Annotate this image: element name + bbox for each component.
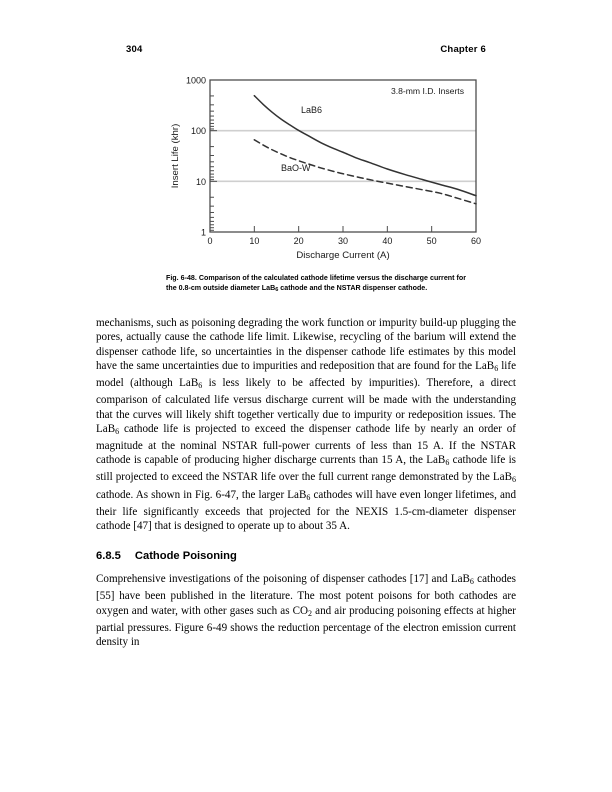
y-tick-1: 1 <box>200 227 206 238</box>
figure-caption <box>166 274 466 295</box>
chapter-label: Chapter 6 <box>440 44 486 55</box>
series-label-bao-w: BaO-W <box>281 163 311 173</box>
y-tick-1000: 1000 <box>185 75 206 86</box>
x-tick-50: 50 <box>426 236 437 246</box>
section-number: 6.8.5 <box>96 550 121 563</box>
y-tick-10: 10 <box>195 176 206 187</box>
plot-area <box>210 80 476 232</box>
x-tick-30: 30 <box>337 236 349 246</box>
page-running-head <box>126 44 486 55</box>
x-tick-10: 10 <box>249 236 260 246</box>
body-paragraph-1: mechanisms, such as poisoning degrading the work function or impurity build-up plugging the pores, actually cause the cathode life limit. Likewise, recycling of the barium will extend the dispenser cathode life, so uncertainties in the dispenser cathode life estimates by this model have the same uncertainties due to impurities and redeposition that are found for the LaB$_6$ life model (although LaB$_6$ is less likely to be affected by impurities). Therefore, a direct comparison of calculated life versus discharge current will be made with the understanding that the curves will likely shift together vertically due to impurity or redeposition issues. The LaB$_6$ cathode life is projected to exceed the dispenser cathode life by nearly an order of magnitude at the nominal NSTAR full-power currents of less than 15 A. If the NSTAR cathode is capable of producing higher discharge currents than 15 A, the LaB$_6$ cathode life is still projected to exceed the NSTAR life over the full current range demonstrated by the LaB$_6$ cathode. As shown in Fig. 6-47, the larger LaB$_6$ cathodes will have even longer lifetimes, and their life significantly exceeds that projected for the NEXIS 1.5-cm-diameter dispenser cathode [47] that is designed to operate up to about 35 A. <box>96 317 516 532</box>
y-axis-title: Insert Life (khr) <box>170 123 181 189</box>
x-tick-labels <box>207 236 481 246</box>
y-tick-labels <box>186 76 206 238</box>
series-label-lab6: LaB6 <box>301 105 323 115</box>
figure-caption-text: Fig. 6-48. Comparison of the calculated cathode lifetime versus the discharge current for the 0.8-cm outside diameter LaB$_6$ cathode and the NSTAR dispenser cathode. <box>166 274 466 293</box>
x-tick-20: 20 <box>293 236 304 246</box>
section-title: Cathode Poisoning <box>134 550 237 563</box>
x-tick-40: 40 <box>382 236 393 246</box>
x-axis-title: Discharge Current (A) <box>296 250 390 261</box>
figure-6-48 <box>126 72 486 295</box>
y-tick-100: 100 <box>190 126 206 137</box>
section-heading-6-8-5 <box>96 550 516 562</box>
page-number: 304 <box>126 44 143 55</box>
page-body <box>96 316 516 650</box>
insert-life-chart <box>164 72 494 264</box>
body-paragraph-2: Comprehensive investigations of the poisoning of dispenser cathodes [17] and LaB$_6$ cathodes [55] have been published in the literature. The most potent poisons for both cathodes are oxygen and water, with other gases such as $CO_2$ and air producing poisoning effects at higher partial pressures. Figure 6-49 shows the reduction percentage of the electron emission current density in <box>96 573 516 649</box>
insert-diameter-annotation: 3.8-mm I.D. Inserts <box>390 86 464 96</box>
x-tick-0: 0 <box>207 236 213 246</box>
x-tick-60: 60 <box>470 236 482 246</box>
